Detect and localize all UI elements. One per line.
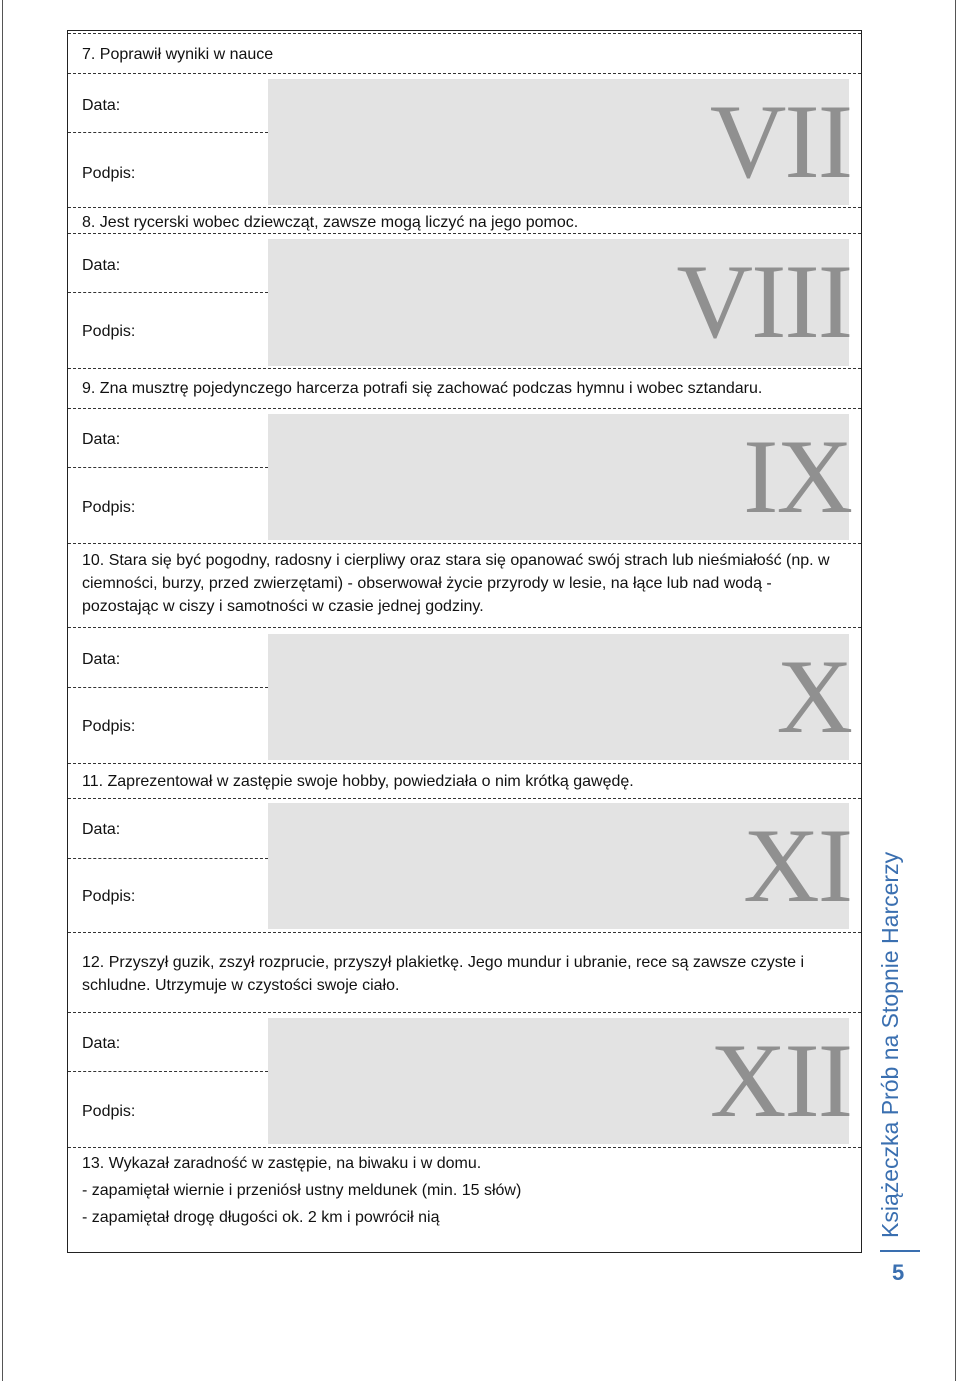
date-label: Data: <box>82 821 121 838</box>
signature-label: Podpis: <box>82 323 136 340</box>
divider <box>68 858 268 859</box>
divider <box>68 292 268 293</box>
divider <box>68 1012 861 1013</box>
task-12-text: 12. Przyszył guzik, zszył rozprucie, przyszył plakietkę. Jego mundur i ubranie, rece są zawsze czyste i schludne. Utrzymuje w czystości swoje ciało. <box>82 954 805 994</box>
numeral-8: VIII <box>676 243 851 360</box>
divider <box>68 687 268 688</box>
signature-label: Podpis: <box>82 165 136 182</box>
divider <box>68 207 861 208</box>
divider <box>68 467 268 468</box>
task-13-line: - zapamiętał wiernie i przeniósł ustny meldunek (min. 15 słów) <box>82 1182 522 1199</box>
signature-label: Podpis: <box>82 718 136 735</box>
divider <box>68 73 861 74</box>
numeral-9: IX <box>743 418 851 535</box>
divider <box>68 932 861 933</box>
task-9-text: 9. Zna musztrę pojedynczego harcerza potrafi się zachować podczas hymnu i wobec sztandaru. <box>82 380 763 397</box>
signature-label: Podpis: <box>82 888 136 905</box>
task-7-text: 7. Poprawił wyniki w nauce <box>82 46 274 63</box>
numeral-11: XI <box>743 807 851 924</box>
date-label: Data: <box>82 1035 121 1052</box>
page-number: 5 <box>892 1260 905 1285</box>
signature-label: Podpis: <box>82 499 136 516</box>
footer-rule <box>880 1250 920 1252</box>
signature-label: Podpis: <box>82 1103 136 1120</box>
task-11-text: 11. Zaprezentował w zastępie swoje hobby, powiedziała o nim krótką gawędę. <box>82 773 634 790</box>
divider <box>68 1071 268 1072</box>
task-8-text: 8. Jest rycerski wobec dziewcząt, zawsze mogą liczyć na jego pomoc. <box>82 214 579 231</box>
date-label: Data: <box>82 257 121 274</box>
task-13-line: 13. Wykazał zaradność w zastępie, na biwaku i w domu. <box>82 1155 482 1172</box>
numeral-12: XII <box>709 1022 851 1139</box>
task-10-text: 10. Stara się być pogodny, radosny i cierpliwy oraz stara się opanować swój strach lub nieśmiałość (np. w ciemności, burzy, przed zwierzętami) - obserwował życie przyrody w lesie, na łące lub nad wodą - pozostając w ciszy i samotności w czasie jednej godziny. <box>82 552 830 615</box>
page-left-edge <box>2 0 3 1381</box>
divider <box>68 543 861 544</box>
divider <box>68 132 268 133</box>
divider <box>68 1147 861 1148</box>
task-13-text <box>82 1150 849 1231</box>
date-label: Data: <box>82 651 121 668</box>
task-13-line: - zapamiętał drogę długości ok. 2 km i powrócił nią <box>82 1209 440 1226</box>
divider <box>68 798 861 799</box>
divider <box>68 763 861 764</box>
numeral-10: X <box>776 638 851 755</box>
numeral-7: VII <box>709 83 851 200</box>
divider <box>68 368 861 369</box>
divider <box>68 627 861 628</box>
trial-card <box>67 30 862 1253</box>
signature-area-10 <box>268 634 849 760</box>
divider <box>68 233 861 234</box>
date-label: Data: <box>82 97 121 114</box>
booklet-title: Książeczka Prób na Stopnie Harcerzy <box>877 851 903 1238</box>
divider <box>68 33 861 34</box>
page-right-edge <box>955 0 956 1381</box>
divider <box>68 408 861 409</box>
date-label: Data: <box>82 431 121 448</box>
